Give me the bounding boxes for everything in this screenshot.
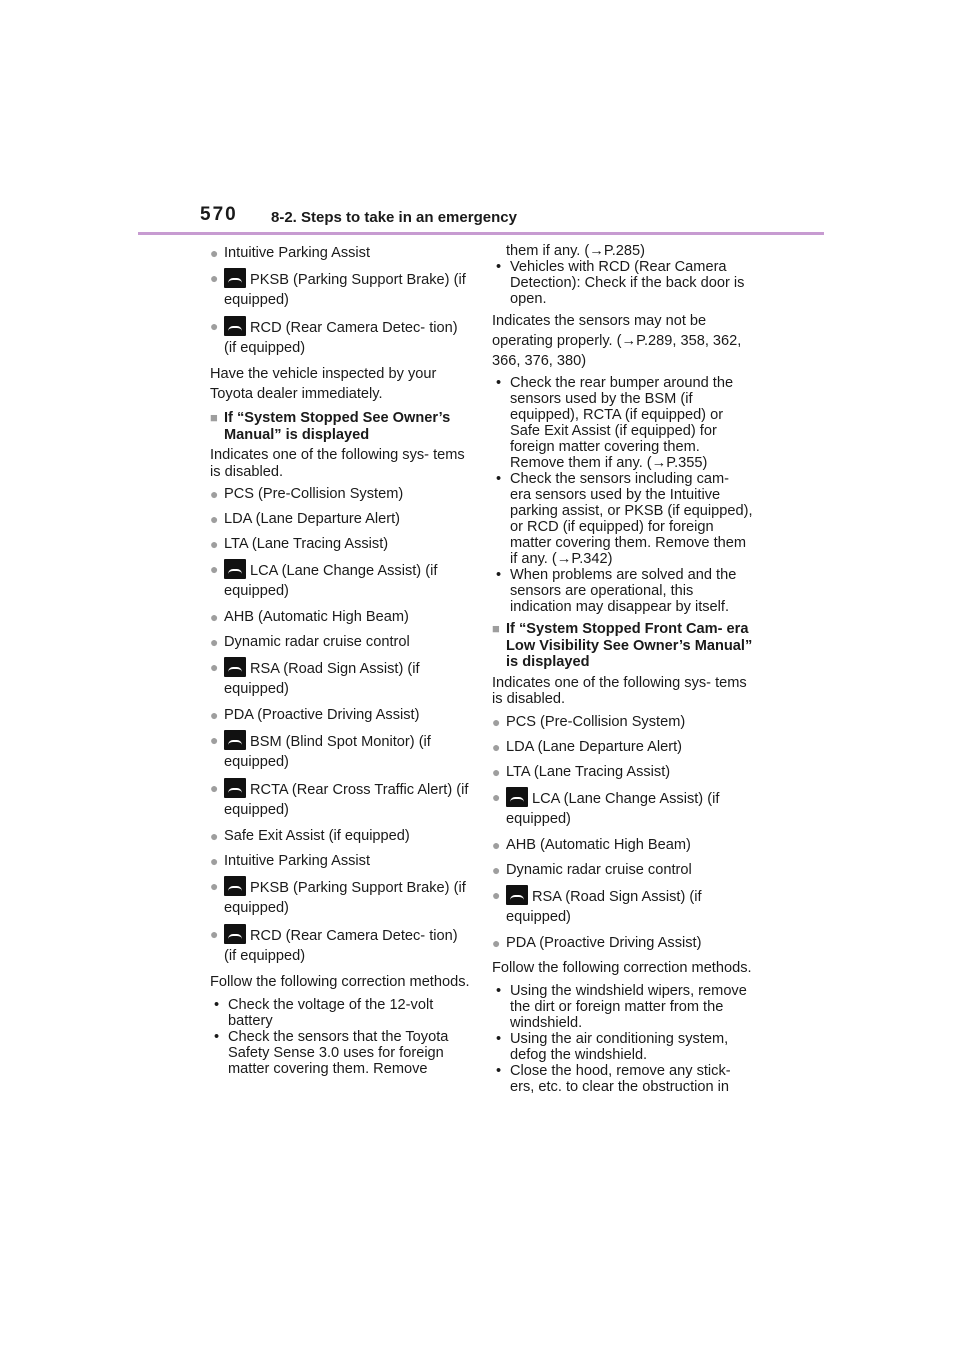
list-item: ● PDA (Proactive Driving Assist) — [210, 707, 420, 723]
bullet-icon: ● — [492, 861, 501, 878]
list-item: ● BSM (Blind Spot Monitor) (if equipped) — [210, 732, 431, 770]
sub-item: • Check the sensors that the Toyota Safety Sense 3.0 uses for foreign matter covering them. Remove — [210, 1029, 472, 1077]
sub-item: • Check the voltage of the 12-volt battery — [210, 997, 472, 1029]
sub-item: • Using the air conditioning system, defog the windshield. — [492, 1031, 754, 1063]
section-heading: ■ If “System Stopped Front Cam- era Low Visibility See Owner’s Manual” is displayed — [492, 621, 753, 670]
bsm-icon — [224, 730, 246, 750]
section-heading: ■ If “System Stopped See Owner’s Manual” is displayed — [210, 410, 451, 443]
list-item: ● PKSB (Parking Support Brake) (if equipped) — [210, 878, 466, 916]
sub-bullet-icon: • — [214, 1029, 220, 1045]
sub-item: • When problems are solved and the sensors are operational, this indication may disappear by itself. — [492, 567, 754, 615]
rcd-icon — [224, 924, 246, 944]
sub-bullet-icon: • — [496, 259, 502, 275]
paragraph: Indicates one of the following sys- tems is disabled. — [492, 674, 747, 707]
sub-item: • Using the windshield wipers, remove the dirt or foreign matter from the windshield. — [492, 983, 754, 1031]
list-item: ● RSA (Road Sign Assist) (if equipped) — [492, 886, 702, 925]
bullet-icon: ● — [210, 511, 219, 527]
page-header — [200, 204, 824, 234]
sub-item: • Check the sensors including cam- era sensors used by the Intuitive parking assist, or PKSB (if equipped), or RCD (if equipped) for foreign matter covering them. Remove them if any. (→P.342) — [492, 471, 754, 567]
bullet-icon: ● — [492, 836, 501, 853]
rcta-icon — [224, 778, 246, 798]
bullet-icon: ● — [492, 713, 501, 730]
sub-item: • Check the rear bumper around the sensors used by the BSM (if equipped), RCTA (if equipped) or Safe Exit Assist (if equipped) for foreign matter covering them. Remove them if any. (→P.355) — [492, 375, 754, 471]
list-item: ● LTA (Lane Tracing Assist) — [210, 536, 389, 552]
list-item: ● Safe Exit Assist (if equipped) — [210, 828, 410, 844]
sub-item: • Close the hood, remove any stick- ers, etc. to clear the obstruction in — [492, 1063, 754, 1095]
page-number: 570 — [200, 204, 238, 225]
sub-bullet-icon: • — [496, 375, 502, 391]
sub-bullet-icon: • — [214, 997, 220, 1013]
sub-bullet-icon: • — [496, 471, 502, 487]
bullet-icon: ● — [492, 763, 501, 780]
paragraph: Have the vehicle inspected by your Toyota dealer immediately. — [210, 366, 437, 402]
pksb-icon — [224, 268, 246, 288]
bullet-icon: ● — [210, 926, 219, 942]
right-column — [492, 243, 754, 1095]
pksb-icon — [224, 876, 246, 896]
rsa-icon — [224, 657, 246, 677]
bullet-icon: ● — [492, 886, 501, 903]
left-column — [210, 243, 472, 1077]
bullet-icon: ● — [210, 853, 219, 869]
list-item: ● LCA (Lane Change Assist) (if equipped) — [492, 788, 720, 827]
bullet-icon: ● — [210, 828, 219, 844]
sub-bullet-icon: • — [496, 1062, 502, 1079]
bullet-icon: ● — [210, 245, 219, 261]
sub-item: • Vehicles with RCD (Rear Camera Detection): Check if the back door is open. — [492, 259, 754, 307]
list-item: ● AHB (Automatic High Beam) — [492, 836, 691, 853]
list-item: ● RSA (Road Sign Assist) (if equipped) — [210, 659, 420, 697]
sub-bullet-icon: • — [496, 1030, 502, 1047]
list-item: ● Dynamic radar cruise control — [210, 634, 410, 650]
list-item: ● RCD (Rear Camera Detec- tion) (if equipped) — [210, 318, 458, 356]
list-item: ● Dynamic radar cruise control — [492, 861, 692, 878]
bullet-icon: ● — [210, 270, 219, 286]
bullet-icon: ● — [210, 707, 219, 723]
sub-bullet-icon: • — [496, 567, 502, 583]
bullet-icon: ● — [210, 732, 219, 748]
paragraph: Indicates one of the following sys- tems is disabled. — [210, 447, 465, 480]
list-item: ● Intuitive Parking Assist — [210, 853, 371, 869]
paragraph: Follow the following correction methods. — [210, 974, 470, 990]
square-icon: ■ — [210, 410, 218, 425]
section-title: 8-2. Steps to take in an emergency — [271, 209, 517, 226]
list-item: ● RCD (Rear Camera Detec- tion) (if equipped) — [210, 926, 458, 964]
list-item: ● RCTA (Rear Cross Traffic Alert) (if equipped) — [210, 780, 469, 818]
bullet-icon: ● — [210, 878, 219, 894]
paragraph: Follow the following correction methods. — [492, 959, 752, 976]
list-item: ● PCS (Pre-Collision System) — [492, 713, 686, 730]
square-icon: ■ — [492, 621, 500, 636]
bullet-icon: ● — [492, 738, 501, 755]
rsa-icon — [506, 885, 528, 905]
rcd-icon — [224, 316, 246, 336]
list-item: ● PKSB (Parking Support Brake) (if equipped) — [210, 270, 466, 308]
list-item: ● LDA (Lane Departure Alert) — [210, 511, 401, 527]
list-item: ● LDA (Lane Departure Alert) — [492, 738, 683, 755]
bullet-icon: ● — [210, 659, 219, 675]
list-item: ● LTA (Lane Tracing Assist) — [492, 763, 671, 780]
list-item: ● Intuitive Parking Assist — [210, 245, 371, 261]
bullet-icon: ● — [210, 318, 219, 334]
list-item: ● PCS (Pre-Collision System) — [210, 486, 404, 502]
sub-bullet-icon: • — [496, 982, 502, 999]
header-rule — [138, 232, 824, 235]
bullet-icon: ● — [210, 536, 219, 552]
bullet-icon: ● — [210, 561, 219, 577]
bullet-icon: ● — [210, 486, 219, 502]
bullet-icon: ● — [492, 788, 501, 805]
list-item: ● AHB (Automatic High Beam) — [210, 609, 409, 625]
bullet-icon: ● — [210, 780, 219, 796]
bullet-icon: ● — [492, 934, 501, 951]
bullet-icon: ● — [210, 634, 219, 650]
list-item: ● LCA (Lane Change Assist) (if equipped) — [210, 561, 438, 599]
bullet-icon: ● — [210, 609, 219, 625]
continued-text: them if any. (→P.285) — [506, 243, 645, 259]
paragraph: Indicates the sensors may not be operating properly. (→P.289, 358, 362, 366, 376, 380) — [492, 313, 742, 369]
lca-icon — [506, 787, 528, 807]
list-item: ● PDA (Proactive Driving Assist) — [492, 934, 702, 951]
lca-icon — [224, 559, 246, 579]
